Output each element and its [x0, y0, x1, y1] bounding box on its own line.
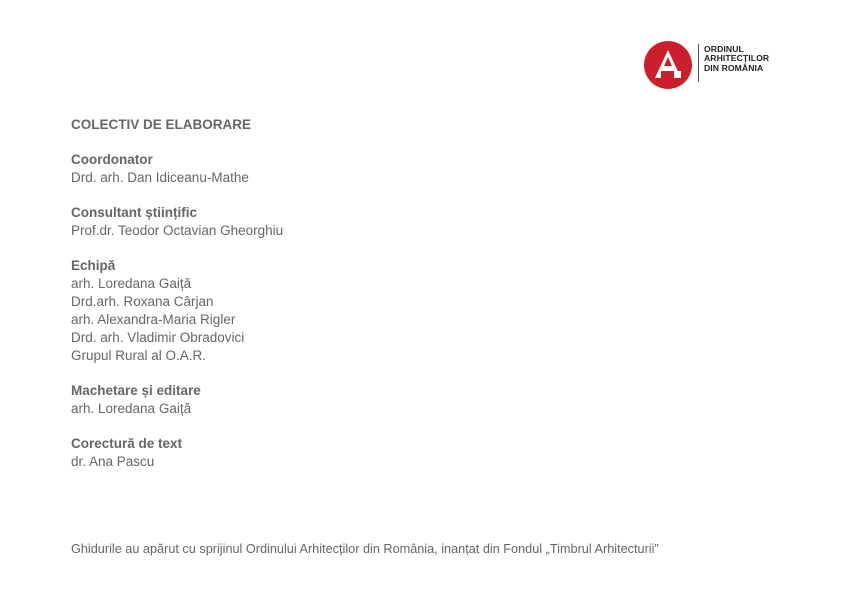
person-line: arh. Loredana Gaiță — [71, 401, 192, 416]
section-consultant — [71, 204, 771, 240]
person-line: arh. Alexandra-Maria Rigler — [71, 312, 236, 327]
section-machetare — [71, 382, 771, 418]
oar-logo — [644, 41, 784, 93]
person-line: Drd. arh. Dan Idiceanu-Mathe — [71, 170, 249, 185]
logo-line: ORDINUL — [704, 44, 744, 54]
oar-logo-mark-icon — [644, 41, 692, 89]
person-line: dr. Ana Pascu — [71, 454, 155, 469]
section-title: Corectură de text — [71, 436, 183, 451]
section-title: Coordonator — [71, 152, 153, 167]
section-title: Echipă — [71, 258, 116, 273]
section-corectura — [71, 435, 771, 471]
person-line: Grupul Rural al O.A.R. — [71, 348, 207, 363]
footer-note: Ghidurile au apărut cu sprijinul Ordinului Arhitecților din România, inanțat din Fondul „Timbrul Arhitecturii” — [71, 542, 659, 556]
person-line: Prof.dr. Teodor Octavian Gheorghiu — [71, 223, 284, 238]
person-line: arh. Loredana Gaiță — [71, 276, 192, 291]
logo-divider — [698, 44, 699, 82]
section-title: Consultant științific — [71, 205, 197, 220]
section-echipa — [71, 257, 771, 365]
logo-line: ARHITECȚILOR — [704, 53, 770, 64]
logo-line: DIN ROMÂNIA — [704, 62, 764, 73]
logo-wordmark — [704, 45, 769, 73]
page-title: COLECTIV DE ELABORARE — [71, 117, 252, 132]
credits-content — [71, 116, 771, 488]
person-line: Drd.arh. Roxana Cârjan — [71, 294, 214, 309]
person-line: Drd. arh. Vladimir Obradovici — [71, 330, 245, 345]
section-coordonator — [71, 151, 771, 187]
section-title: Machetare și editare — [71, 383, 201, 398]
